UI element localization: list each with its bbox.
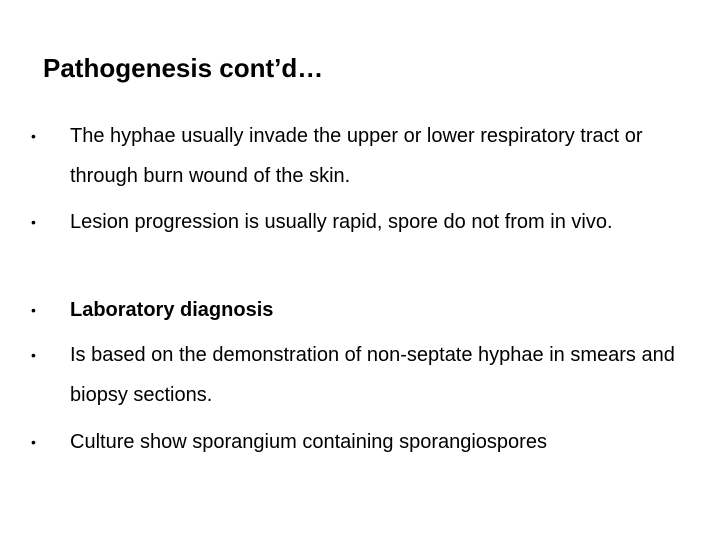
bullet-item [31,116,691,196]
bullet-marker: • [31,302,36,318]
bullet-item [31,422,691,462]
bullet-marker: • [31,128,36,144]
bullet-marker: • [31,214,36,230]
bullet-item [31,202,691,242]
bullet-text: Laboratory diagnosis [70,299,274,321]
bullet-text: Is based on the demonstration of non-septate hyphae in smears and biopsy sections. [70,344,675,406]
bullet-text: Lesion progression is usually rapid, spore do not from in vivo. [70,211,613,233]
bullet-text: Culture show sporangium containing sporangiospores [70,431,547,453]
bullet-marker: • [31,347,36,363]
bullet-text: The hyphae usually invade the upper or lower respiratory tract or through burn wound of the skin. [70,125,643,187]
bullet-marker: • [31,434,36,450]
bullet-item [31,290,691,330]
slide-title: Pathogenesis cont’d… [43,53,324,83]
bullet-item [31,335,691,415]
